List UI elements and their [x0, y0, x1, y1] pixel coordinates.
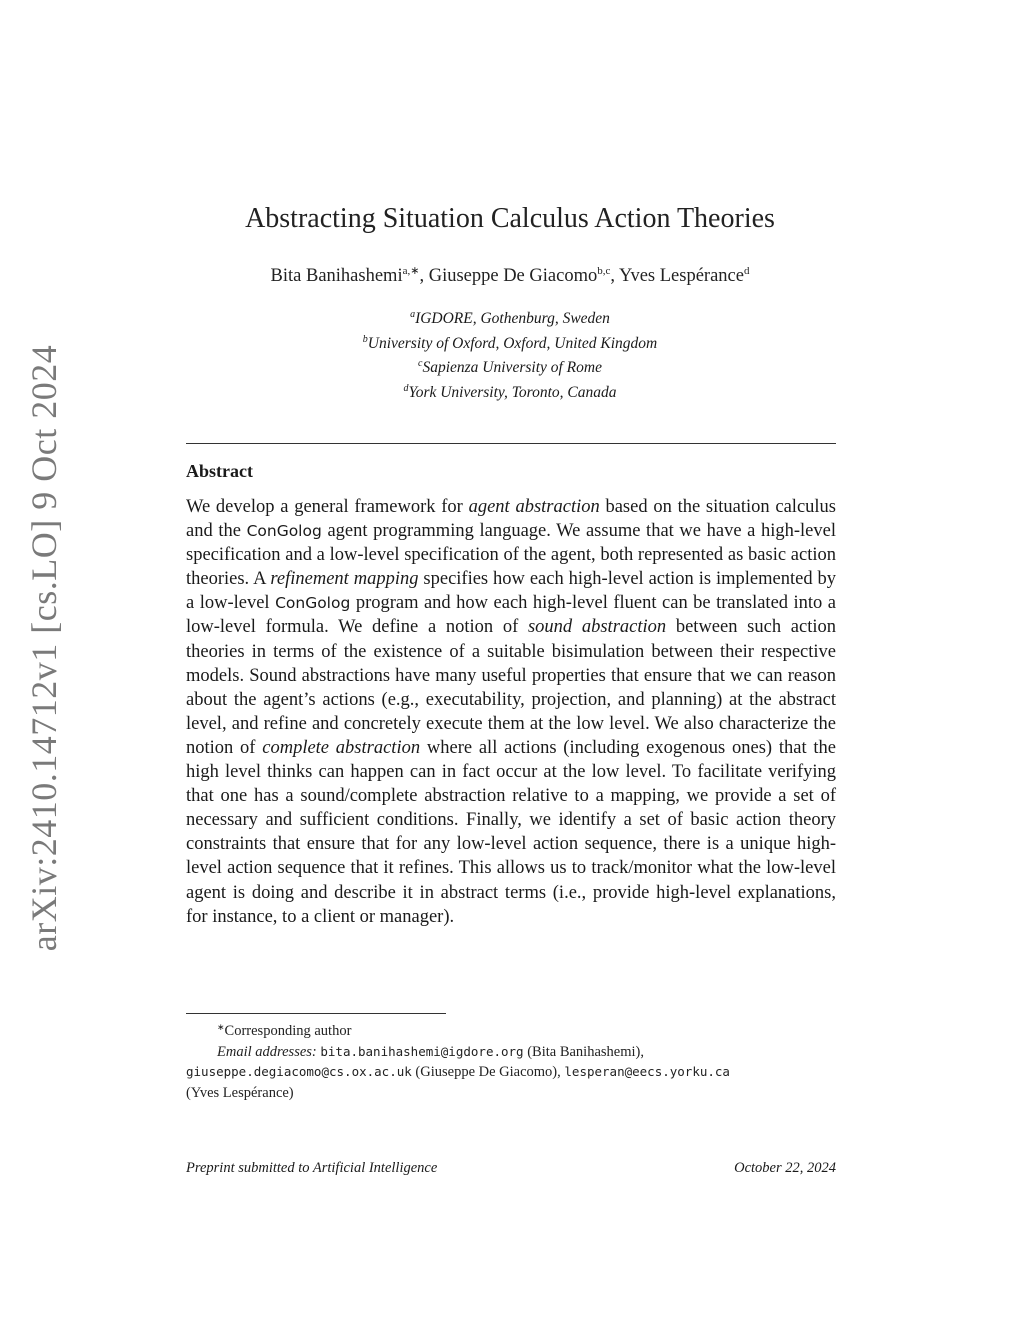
affiliation	[150, 305, 870, 330]
footnote-corresponding-text: Corresponding author	[224, 1023, 352, 1039]
footnote	[186, 1017, 846, 1103]
author-separator: ,	[419, 266, 429, 286]
email-owner: (Bita Banihashemi),	[527, 1043, 644, 1060]
abstract-text: agent programming language. We assume that we have a high-level specification and a low-level specification of the agent, both represented as basic action theories. A	[186, 521, 836, 590]
author-name: Giuseppe De Giacomo	[428, 266, 598, 286]
affiliation-text: York University, Toronto, Canada	[408, 383, 617, 401]
abstract-emphasis: sound abstraction	[527, 617, 667, 638]
footnote-corresponding	[186, 1017, 846, 1042]
preprint-date: October 22, 2024	[734, 1160, 836, 1176]
abstract-text: where all actions (including exogenous ones) that the high level thinks can happen can in fact occur at the low level. To facilitate verifying that one has a sound/complete abstraction relative to a mapping, we provide a set of necessary and sufficient conditions. Finally, we identify a set of basic action theory constraints that ensure that for any low-level action sequence, there is a unique high-level action sequence that it refines. This allows us to track/monitor what the low-level agent is doing and describe it in abstract terms (i.e., provide high-level explanations, for instance, to a client or manager).	[186, 737, 836, 927]
abstract-emphasis: refinement mapping	[270, 569, 419, 590]
footnote-rule	[186, 1013, 446, 1014]
email-link[interactable]: bita.banihashemi@igdore.org	[320, 1043, 524, 1059]
abstract-text: based on the situation calculus and the	[186, 497, 836, 542]
affiliation-mark: b	[362, 333, 368, 345]
abstract-emphasis: agent abstraction	[468, 497, 600, 517]
abstract-heading: Abstract	[186, 461, 253, 481]
abstract-text: between such action theories in terms of the existence of a suitable bisimulation between their respective models. Sound abstractions have many useful properties that ensure that we can reason about the agent’s actions (e.g., executability, projection, and planning) at the abstract level, and refine and concretely execute them at the low level. We also characterize the notion of	[186, 617, 836, 758]
email-owner: (Giuseppe De Giacomo),	[415, 1064, 561, 1080]
paper-title: Abstracting Situation Calculus Action Theories	[245, 203, 775, 234]
abstract-emphasis: complete abstraction	[262, 737, 421, 758]
author-name: Bita Banihashemi	[270, 266, 403, 286]
affiliation-mark: d	[403, 382, 409, 394]
footnote-emails	[186, 1042, 846, 1104]
abstract-top-rule	[186, 443, 836, 444]
abstract-text: program and how each high-level fluent can be translated into a low-level formula. We define a notion of	[186, 593, 837, 638]
author-separator: ,	[610, 266, 619, 286]
affiliation	[150, 354, 870, 379]
author-affiliation-mark: a,∗	[402, 265, 420, 277]
abstract-text: We develop a general framework for	[186, 497, 469, 517]
author-affiliation-mark: d	[743, 265, 750, 277]
author-name: Yves Lespérance	[618, 266, 744, 286]
author-list	[150, 264, 870, 287]
affiliation	[150, 330, 870, 355]
author-affiliation-mark: b,c	[597, 265, 611, 277]
email-label: Email addresses:	[217, 1043, 317, 1060]
email-link[interactable]: giuseppe.degiacomo@cs.ox.ac.uk	[186, 1064, 412, 1079]
footnote-mark: ∗	[217, 1022, 225, 1032]
email-link[interactable]: lesperan@eecs.yorku.ca	[564, 1064, 730, 1079]
abstract-language-name: ConGolog	[246, 522, 322, 541]
preprint-note: Preprint submitted to Artificial Intelligence	[186, 1160, 438, 1176]
affiliation-list	[150, 305, 870, 403]
affiliation-text: IGDORE, Gothenburg, Sweden	[415, 310, 610, 327]
affiliation	[150, 379, 870, 404]
abstract-text: specifies how each high-level action is implemented by a low-level	[186, 569, 836, 614]
email-owner: (Yves Lespérance)	[186, 1084, 294, 1101]
arxiv-identifier: arXiv:2410.14712v1 [cs.LO] 9 Oct 2024	[24, 344, 64, 952]
abstract-body	[186, 495, 836, 929]
abstract-language-name: ConGolog	[275, 594, 351, 613]
affiliation-mark: c	[418, 358, 423, 369]
affiliation-text: Sapienza University of Rome	[422, 359, 602, 376]
affiliation-mark: a	[410, 309, 416, 320]
affiliation-text: University of Oxford, Oxford, United Kingdom	[367, 334, 658, 352]
